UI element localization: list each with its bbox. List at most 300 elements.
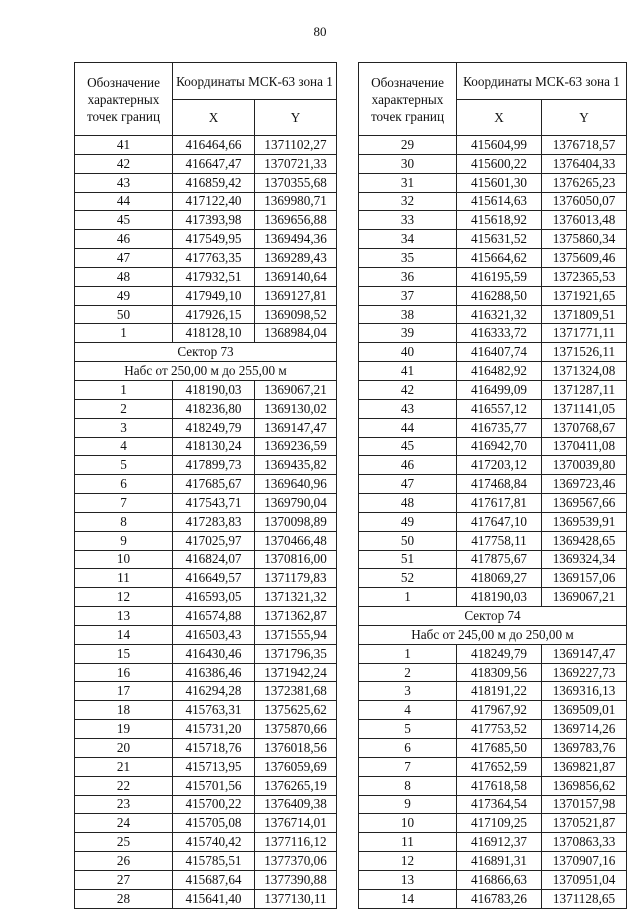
- point-number: 41: [75, 136, 173, 155]
- table-row: [75, 305, 337, 324]
- point-number: 43: [75, 173, 173, 192]
- coordinate-x: 418249,79: [173, 418, 255, 437]
- table-row: [359, 814, 627, 833]
- point-number: 52: [359, 569, 457, 588]
- header-y: Y: [255, 100, 337, 136]
- coordinate-x: 415731,20: [173, 720, 255, 739]
- point-number: 12: [75, 588, 173, 607]
- coordinate-x: 416593,05: [173, 588, 255, 607]
- table-row: [75, 512, 337, 531]
- point-number: 44: [75, 192, 173, 211]
- point-number: 42: [359, 380, 457, 399]
- coordinate-x: 417543,71: [173, 494, 255, 513]
- point-number: 32: [359, 192, 457, 211]
- section-heading: Сектор 73: [75, 343, 337, 362]
- point-number: 12: [359, 852, 457, 871]
- point-number: 46: [75, 230, 173, 249]
- table-row: [75, 776, 337, 795]
- coordinate-y: 1376409,38: [255, 795, 337, 814]
- coordinate-x: 417468,84: [457, 475, 542, 494]
- coordinate-y: 1369140,64: [255, 267, 337, 286]
- table-row: [359, 418, 627, 437]
- table-row: [359, 380, 627, 399]
- coordinate-y: 1369428,65: [542, 531, 627, 550]
- coordinate-y: 1371102,27: [255, 136, 337, 155]
- coordinate-y: 1369640,96: [255, 475, 337, 494]
- coordinate-x: 417685,67: [173, 475, 255, 494]
- header-designation: Обозначение характерных точек границ: [75, 63, 173, 136]
- table-row: [359, 173, 627, 192]
- coordinates-table-right: [358, 62, 627, 909]
- point-number: 22: [75, 776, 173, 795]
- coordinate-x: 415740,42: [173, 833, 255, 852]
- point-number: 11: [75, 569, 173, 588]
- coordinate-y: 1375609,46: [542, 249, 627, 268]
- point-number: 41: [359, 362, 457, 381]
- coordinate-y: 1369130,02: [255, 399, 337, 418]
- table-row: [359, 249, 627, 268]
- point-number: 9: [359, 795, 457, 814]
- table-row: [359, 870, 627, 889]
- coordinate-x: 417685,50: [457, 739, 542, 758]
- table-row: [359, 512, 627, 531]
- table-row: [75, 833, 337, 852]
- coordinate-y: 1371796,35: [255, 644, 337, 663]
- point-number: 10: [359, 814, 457, 833]
- coordinate-x: 418309,56: [457, 663, 542, 682]
- coordinate-x: 418249,79: [457, 644, 542, 663]
- coordinate-x: 417967,92: [457, 701, 542, 720]
- coordinate-y: 1377370,06: [255, 852, 337, 871]
- point-number: 46: [359, 456, 457, 475]
- table-row: [75, 757, 337, 776]
- table-row: [75, 173, 337, 192]
- table-row: [359, 833, 627, 852]
- section-row: [359, 607, 627, 626]
- table-row: [75, 870, 337, 889]
- coordinate-y: 1369656,88: [255, 211, 337, 230]
- header-coordinates: Координаты МСК-63 зона 1: [173, 63, 337, 100]
- coordinate-x: 415664,62: [457, 249, 542, 268]
- section-row: [359, 625, 627, 644]
- point-number: 8: [359, 776, 457, 795]
- coordinate-y: 1371362,87: [255, 607, 337, 626]
- coordinate-x: 416503,43: [173, 625, 255, 644]
- coordinate-x: 417926,15: [173, 305, 255, 324]
- coordinate-x: 415614,63: [457, 192, 542, 211]
- coordinate-x: 416574,88: [173, 607, 255, 626]
- table-row: [359, 531, 627, 550]
- table-row: [359, 569, 627, 588]
- coordinate-x: 415600,22: [457, 154, 542, 173]
- coordinate-y: 1376714,01: [255, 814, 337, 833]
- coordinate-x: 418191,22: [457, 682, 542, 701]
- point-number: 9: [75, 531, 173, 550]
- coordinate-y: 1370098,89: [255, 512, 337, 531]
- point-number: 25: [75, 833, 173, 852]
- coordinate-y: 1371179,83: [255, 569, 337, 588]
- table-row: [75, 795, 337, 814]
- point-number: 13: [359, 870, 457, 889]
- coordinate-x: 415618,92: [457, 211, 542, 230]
- point-number: 36: [359, 267, 457, 286]
- point-number: 4: [75, 437, 173, 456]
- point-number: 45: [75, 211, 173, 230]
- coordinate-y: 1371921,65: [542, 286, 627, 305]
- coordinate-y: 1369067,21: [542, 588, 627, 607]
- table-row: [75, 701, 337, 720]
- point-number: 1: [359, 588, 457, 607]
- coordinate-x: 415700,22: [173, 795, 255, 814]
- point-number: 38: [359, 305, 457, 324]
- coordinate-x: 415763,31: [173, 701, 255, 720]
- point-number: 14: [75, 625, 173, 644]
- point-number: 1: [359, 644, 457, 663]
- point-number: 17: [75, 682, 173, 701]
- coordinate-x: 417364,54: [457, 795, 542, 814]
- coordinate-y: 1369127,81: [255, 286, 337, 305]
- coordinate-y: 1370466,48: [255, 531, 337, 550]
- coordinate-x: 415687,64: [173, 870, 255, 889]
- coordinate-x: 416407,74: [457, 343, 542, 362]
- coordinate-x: 418190,03: [457, 588, 542, 607]
- table-row: [359, 889, 627, 908]
- coordinate-x: 415713,95: [173, 757, 255, 776]
- coordinate-x: 415701,56: [173, 776, 255, 795]
- coordinate-x: 415601,30: [457, 173, 542, 192]
- table-row: [75, 720, 337, 739]
- point-number: 19: [75, 720, 173, 739]
- point-number: 11: [359, 833, 457, 852]
- coordinate-y: 1377390,88: [255, 870, 337, 889]
- coordinate-y: 1371128,65: [542, 889, 627, 908]
- coordinate-y: 1371809,51: [542, 305, 627, 324]
- coordinate-x: 417203,12: [457, 456, 542, 475]
- coordinate-y: 1370951,04: [542, 870, 627, 889]
- coordinate-y: 1369316,13: [542, 682, 627, 701]
- point-number: 31: [359, 173, 457, 192]
- table-row: [359, 494, 627, 513]
- table-row: [359, 286, 627, 305]
- coordinate-x: 415631,52: [457, 230, 542, 249]
- coordinate-x: 418069,27: [457, 569, 542, 588]
- coordinate-x: 416783,26: [457, 889, 542, 908]
- coordinate-x: 417949,10: [173, 286, 255, 305]
- coordinate-y: 1371141,05: [542, 399, 627, 418]
- coordinate-x: 416859,42: [173, 173, 255, 192]
- point-number: 48: [359, 494, 457, 513]
- coordinate-x: 417899,73: [173, 456, 255, 475]
- coordinate-y: 1369567,66: [542, 494, 627, 513]
- point-number: 14: [359, 889, 457, 908]
- table-row: [359, 475, 627, 494]
- coordinate-x: 417753,52: [457, 720, 542, 739]
- table-row: [359, 852, 627, 871]
- point-number: 2: [359, 663, 457, 682]
- coordinate-y: 1369790,04: [255, 494, 337, 513]
- coordinate-y: 1368984,04: [255, 324, 337, 343]
- coordinate-x: 418236,80: [173, 399, 255, 418]
- point-number: 28: [75, 889, 173, 908]
- section-row: [75, 343, 337, 362]
- table-row: [75, 644, 337, 663]
- point-number: 33: [359, 211, 457, 230]
- coordinate-x: 417932,51: [173, 267, 255, 286]
- point-number: 49: [75, 286, 173, 305]
- section-heading: Набс от 245,00 м до 250,00 м: [359, 625, 627, 644]
- point-number: 6: [75, 475, 173, 494]
- point-number: 29: [359, 136, 457, 155]
- coordinate-x: 416866,63: [457, 870, 542, 889]
- point-number: 43: [359, 399, 457, 418]
- table-row: [75, 588, 337, 607]
- point-number: 13: [75, 607, 173, 626]
- coordinate-y: 1369227,73: [542, 663, 627, 682]
- coordinate-y: 1369067,21: [255, 380, 337, 399]
- coordinate-x: 417025,97: [173, 531, 255, 550]
- section-heading: Набс от 250,00 м до 255,00 м: [75, 362, 337, 381]
- table-row: [75, 889, 337, 908]
- table-row: [359, 795, 627, 814]
- point-number: 2: [75, 399, 173, 418]
- table-row: [75, 550, 337, 569]
- coordinate-x: 417122,40: [173, 192, 255, 211]
- table-row: [359, 720, 627, 739]
- point-number: 26: [75, 852, 173, 871]
- table-row: [75, 192, 337, 211]
- header-x: X: [457, 100, 542, 136]
- point-number: 7: [359, 757, 457, 776]
- coordinate-x: 415785,51: [173, 852, 255, 871]
- coordinate-y: 1369539,91: [542, 512, 627, 531]
- coordinate-y: 1376013,48: [542, 211, 627, 230]
- point-number: 40: [359, 343, 457, 362]
- coordinate-y: 1370355,68: [255, 173, 337, 192]
- coordinate-x: 416824,07: [173, 550, 255, 569]
- point-number: 5: [75, 456, 173, 475]
- point-number: 1: [75, 324, 173, 343]
- coordinate-x: 418128,10: [173, 324, 255, 343]
- coordinate-x: 417549,95: [173, 230, 255, 249]
- table-row: [359, 739, 627, 758]
- table-row: [75, 399, 337, 418]
- table-row: [75, 418, 337, 437]
- point-number: 47: [359, 475, 457, 494]
- point-number: 48: [75, 267, 173, 286]
- coordinate-x: 416942,70: [457, 437, 542, 456]
- coordinate-y: 1370863,33: [542, 833, 627, 852]
- coordinate-x: 417618,58: [457, 776, 542, 795]
- table-row: [359, 437, 627, 456]
- point-number: 21: [75, 757, 173, 776]
- point-number: 30: [359, 154, 457, 173]
- table-row: [75, 494, 337, 513]
- coordinate-y: 1369147,47: [542, 644, 627, 663]
- point-number: 4: [359, 701, 457, 720]
- coordinate-x: 416647,47: [173, 154, 255, 173]
- point-number: 37: [359, 286, 457, 305]
- point-number: 20: [75, 739, 173, 758]
- coordinate-y: 1377116,12: [255, 833, 337, 852]
- coordinate-x: 416321,32: [457, 305, 542, 324]
- coordinate-x: 415705,08: [173, 814, 255, 833]
- coordinate-y: 1371321,32: [255, 588, 337, 607]
- coordinate-x: 417393,98: [173, 211, 255, 230]
- coordinate-y: 1376404,33: [542, 154, 627, 173]
- table-row: [359, 550, 627, 569]
- point-number: 5: [359, 720, 457, 739]
- table-row: [359, 701, 627, 720]
- coordinate-x: 416912,37: [457, 833, 542, 852]
- coordinate-y: 1376265,19: [255, 776, 337, 795]
- page-number: 80: [313, 24, 327, 39]
- table-row: [359, 757, 627, 776]
- coordinate-y: 1369714,26: [542, 720, 627, 739]
- coordinate-y: 1370721,33: [255, 154, 337, 173]
- coordinate-y: 1370816,00: [255, 550, 337, 569]
- coordinate-y: 1372381,68: [255, 682, 337, 701]
- coordinate-y: 1375625,62: [255, 701, 337, 720]
- coordinate-y: 1371771,11: [542, 324, 627, 343]
- table-row: [359, 682, 627, 701]
- table-row: [359, 230, 627, 249]
- coordinate-y: 1371287,11: [542, 380, 627, 399]
- point-number: 50: [75, 305, 173, 324]
- table-row: [359, 456, 627, 475]
- coordinate-x: 415718,76: [173, 739, 255, 758]
- coordinate-y: 1369856,62: [542, 776, 627, 795]
- coordinate-y: 1370411,08: [542, 437, 627, 456]
- coordinate-y: 1370039,80: [542, 456, 627, 475]
- coordinate-x: 415641,40: [173, 889, 255, 908]
- header-designation: Обозначение характерных точек границ: [359, 63, 457, 136]
- coordinate-x: 417647,10: [457, 512, 542, 531]
- point-number: 44: [359, 418, 457, 437]
- table-row: [75, 663, 337, 682]
- coordinate-y: 1375870,66: [255, 720, 337, 739]
- header-coordinates: Координаты МСК-63 зона 1: [457, 63, 627, 100]
- table-row: [75, 456, 337, 475]
- coordinate-x: 416294,28: [173, 682, 255, 701]
- coordinate-x: 417875,67: [457, 550, 542, 569]
- point-number: 45: [359, 437, 457, 456]
- point-number: 3: [75, 418, 173, 437]
- table-row: [75, 154, 337, 173]
- coordinate-x: 417652,59: [457, 757, 542, 776]
- table-row: [75, 437, 337, 456]
- point-number: 51: [359, 550, 457, 569]
- point-number: 10: [75, 550, 173, 569]
- table-row: [75, 324, 337, 343]
- coordinate-y: 1369324,34: [542, 550, 627, 569]
- table-row: [359, 588, 627, 607]
- point-number: 15: [75, 644, 173, 663]
- coordinate-y: 1376059,69: [255, 757, 337, 776]
- table-row: [75, 852, 337, 871]
- point-number: 7: [75, 494, 173, 513]
- coordinate-x: 417617,81: [457, 494, 542, 513]
- coordinate-x: 417763,35: [173, 249, 255, 268]
- coordinate-y: 1369494,36: [255, 230, 337, 249]
- coordinate-x: 416891,31: [457, 852, 542, 871]
- point-number: 18: [75, 701, 173, 720]
- coordinate-y: 1369289,43: [255, 249, 337, 268]
- coordinate-y: 1369098,52: [255, 305, 337, 324]
- table-row: [359, 305, 627, 324]
- table-row: [75, 136, 337, 155]
- point-number: 42: [75, 154, 173, 173]
- coordinate-x: 416333,72: [457, 324, 542, 343]
- coordinate-x: 417283,83: [173, 512, 255, 531]
- table-row: [359, 776, 627, 795]
- coordinate-y: 1369236,59: [255, 437, 337, 456]
- coordinate-x: 417758,11: [457, 531, 542, 550]
- table-row: [75, 286, 337, 305]
- coordinate-y: 1371526,11: [542, 343, 627, 362]
- table-row: [359, 343, 627, 362]
- table-row: [75, 625, 337, 644]
- coordinate-x: 416464,66: [173, 136, 255, 155]
- coordinates-table-left: [74, 62, 337, 909]
- coordinate-y: 1376718,57: [542, 136, 627, 155]
- table-row: [359, 362, 627, 381]
- coordinate-x: 416482,92: [457, 362, 542, 381]
- table-row: [359, 324, 627, 343]
- coordinate-x: 417109,25: [457, 814, 542, 833]
- coordinate-x: 418190,03: [173, 380, 255, 399]
- coordinate-x: 416195,59: [457, 267, 542, 286]
- coordinate-y: 1369783,76: [542, 739, 627, 758]
- coordinate-y: 1369157,06: [542, 569, 627, 588]
- header-y: Y: [542, 100, 627, 136]
- point-number: 6: [359, 739, 457, 758]
- coordinate-x: 416430,46: [173, 644, 255, 663]
- coordinate-y: 1370521,87: [542, 814, 627, 833]
- point-number: 24: [75, 814, 173, 833]
- table-row: [359, 211, 627, 230]
- coordinate-y: 1370907,16: [542, 852, 627, 871]
- coordinate-y: 1376265,23: [542, 173, 627, 192]
- point-number: 34: [359, 230, 457, 249]
- point-number: 39: [359, 324, 457, 343]
- table-row: [75, 569, 337, 588]
- coordinate-x: 416288,50: [457, 286, 542, 305]
- coordinate-x: 416557,12: [457, 399, 542, 418]
- coordinate-x: 418130,24: [173, 437, 255, 456]
- coordinate-y: 1375860,34: [542, 230, 627, 249]
- coordinate-x: 416499,09: [457, 380, 542, 399]
- table-row: [75, 531, 337, 550]
- table-row: [75, 475, 337, 494]
- table-row: [75, 682, 337, 701]
- point-number: 35: [359, 249, 457, 268]
- table-row: [75, 739, 337, 758]
- coordinate-y: 1369821,87: [542, 757, 627, 776]
- table-row: [359, 644, 627, 663]
- coordinate-x: 415604,99: [457, 136, 542, 155]
- table-row: [75, 211, 337, 230]
- table-row: [75, 814, 337, 833]
- table-row: [75, 230, 337, 249]
- point-number: 47: [75, 249, 173, 268]
- point-number: 16: [75, 663, 173, 682]
- header-x: X: [173, 100, 255, 136]
- coordinate-y: 1369509,01: [542, 701, 627, 720]
- table-row: [359, 136, 627, 155]
- coordinate-y: 1376018,56: [255, 739, 337, 758]
- table-row: [75, 249, 337, 268]
- coordinate-x: 416649,57: [173, 569, 255, 588]
